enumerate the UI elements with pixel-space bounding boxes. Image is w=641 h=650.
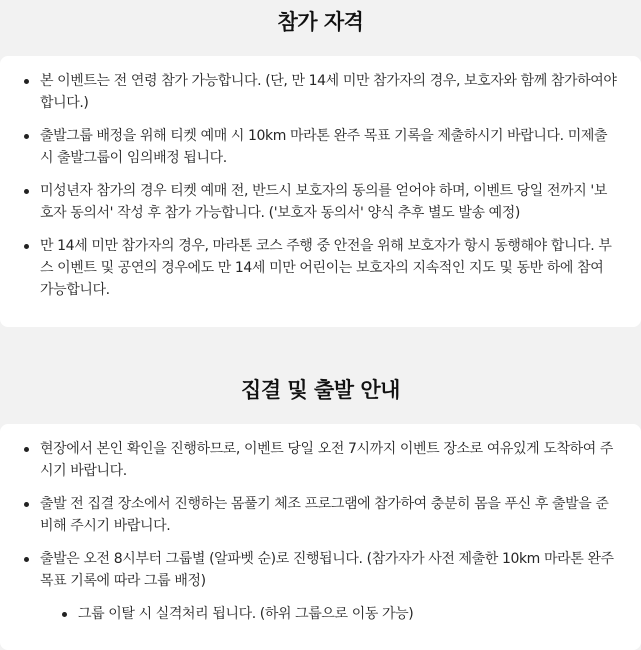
list-item-with-sublist (22, 548, 619, 625)
list-item: 미성년자 참가의 경우 티켓 예매 전, 반드시 보호자의 동의를 얻어야 하며, 이벤트 당일 전까지 '보호자 동의서' 작성 후 참가 가능합니다. ('보호자 동의서' 양식 추후 별도 발송 예정) (22, 180, 619, 224)
eligibility-list (22, 70, 619, 301)
gathering-card (0, 424, 641, 650)
list-item: 만 14세 미만 참가자의 경우, 마라톤 코스 주행 중 안전을 위해 보호자가 항시 동행해야 합니다. 부스 이벤트 및 공연의 경우에도 만 14세 미만 어린이는 보호자의 지속적인 지도 및 동반 하에 참여 가능합니다. (22, 235, 619, 301)
gathering-list (22, 438, 619, 625)
list-item: 출발 전 집결 장소에서 진행하는 몸풀기 체조 프로그램에 참가하여 충분히 몸을 푸신 후 출발을 준비해 주시기 바랍니다. (22, 493, 619, 537)
list-item-text: 출발은 오전 8시부터 그룹별 (알파벳 순)로 진행됩니다. (참가자가 사전 제출한 10km 마라톤 완주 목표 기록에 따라 그룹 배정) (40, 551, 614, 589)
sub-list (40, 603, 619, 625)
list-item: 본 이벤트는 전 연령 참가 가능합니다. (단, 만 14세 미만 참가자의 경우, 보호자와 함께 참가하여야 합니다.) (22, 70, 619, 114)
eligibility-card (0, 56, 641, 327)
list-item: 현장에서 본인 확인을 진행하므로, 이벤트 당일 오전 7시까지 이벤트 장소로 여유있게 도착하여 주시기 바랍니다. (22, 438, 619, 482)
section-title-eligibility: 참가 자격 (277, 10, 364, 34)
section-title-gathering: 집결 및 출발 안내 (241, 378, 400, 402)
sub-list-item: 그룹 이탈 시 실격처리 됩니다. (하위 그룹으로 이동 가능) (60, 603, 619, 625)
list-item: 출발그룹 배정을 위해 티켓 예매 시 10km 마라톤 완주 목표 기록을 제출하시기 바랍니다. 미제출 시 출발그룹이 임의배정 됩니다. (22, 125, 619, 169)
